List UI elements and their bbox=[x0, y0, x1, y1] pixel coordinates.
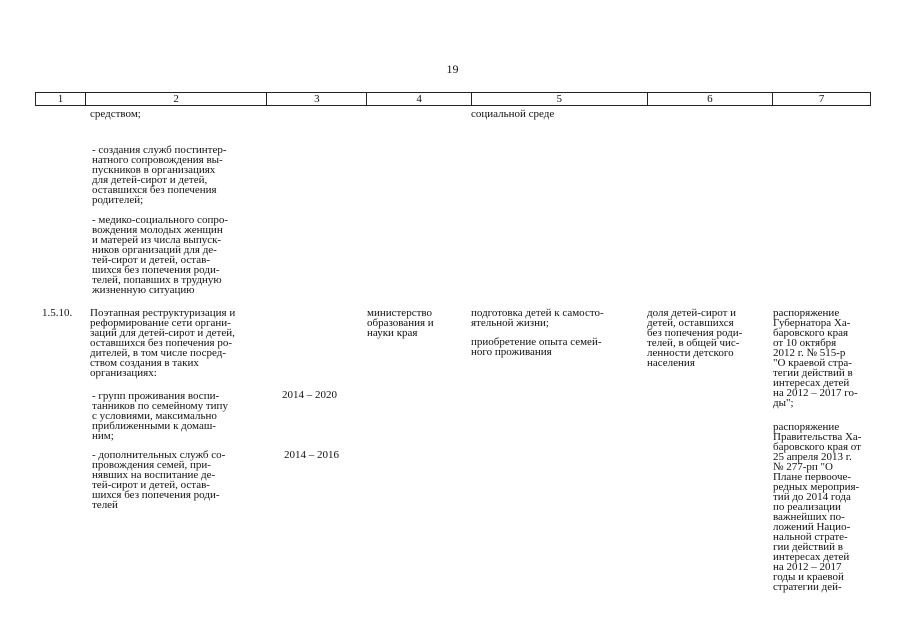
text-line: с условиями, максимально bbox=[92, 410, 217, 422]
text-line: пускников в организациях bbox=[92, 164, 216, 176]
text-line: без попечения роди- bbox=[647, 327, 743, 339]
period-2014-2020: 2014 – 2020 bbox=[282, 389, 337, 401]
text-line: распоряжение bbox=[773, 421, 840, 433]
text-line: доля детей-сирот и bbox=[647, 307, 737, 319]
text-line: по реализации bbox=[773, 501, 841, 513]
text-line: гии действий в bbox=[773, 541, 844, 553]
executor bbox=[367, 308, 434, 338]
text-line: танников по семейному типу bbox=[92, 400, 228, 412]
list-item bbox=[92, 145, 227, 205]
text-line: на 2012 – 2017 го- bbox=[773, 387, 858, 399]
text-line: нальной страте- bbox=[773, 531, 848, 543]
result-family-experience bbox=[471, 337, 602, 357]
text-line: 25 апреля 2013 г. bbox=[773, 451, 852, 463]
text-line: дителей, в том числе посред- bbox=[90, 347, 227, 359]
text-line: тий до 2014 года bbox=[773, 491, 851, 503]
legal-basis-government-order bbox=[773, 422, 861, 592]
text-line: детей, оставшихся bbox=[647, 317, 734, 329]
list-item bbox=[92, 215, 228, 295]
text-line: - дополнительных служб со- bbox=[92, 449, 226, 461]
header-col-1: 1 bbox=[36, 93, 86, 105]
text-line: баровского края bbox=[773, 327, 849, 339]
sub-measure-support-services bbox=[92, 450, 225, 510]
continued-text-col2: средством; bbox=[90, 108, 141, 120]
text-line: ного проживания bbox=[471, 346, 552, 358]
text-line: населения bbox=[647, 357, 695, 369]
text-line: шихся без попечения роди- bbox=[92, 264, 220, 276]
row-number: 1.5.10. bbox=[42, 307, 73, 319]
text-line: ленности детского bbox=[647, 347, 734, 359]
text-line: нявших на воспитание де- bbox=[92, 469, 216, 481]
text-line: ников организаций для де- bbox=[92, 244, 217, 256]
text-line: редных мероприя- bbox=[773, 481, 860, 493]
text-line: 2012 г. № 515-р bbox=[773, 347, 846, 359]
text-line: оставшихся без попечения ро- bbox=[90, 337, 233, 349]
indicator bbox=[647, 308, 742, 368]
text-line: образования и bbox=[367, 317, 434, 329]
text-line: жизненную ситуацию bbox=[92, 284, 195, 296]
header-col-4: 4 bbox=[367, 93, 472, 105]
table-header-row bbox=[35, 92, 871, 106]
text-line: - медико-социального сопро- bbox=[92, 214, 228, 226]
text-line: Правительства Ха- bbox=[773, 431, 862, 443]
text-line: ством создания в таких bbox=[90, 357, 199, 369]
legal-basis-governor-order bbox=[773, 308, 858, 408]
text-line: министерство bbox=[367, 307, 433, 319]
text-line: баровского края от bbox=[773, 441, 861, 453]
text-line: ятельной жизни; bbox=[471, 317, 549, 329]
text-line: подготовка детей к самосто- bbox=[471, 307, 604, 319]
text-line: годы и краевой bbox=[773, 571, 844, 583]
measure-title bbox=[90, 308, 235, 378]
text-line: от 10 октября bbox=[773, 337, 837, 349]
text-line: тей-сирот и детей, остав- bbox=[92, 254, 210, 266]
text-line: ды"; bbox=[773, 397, 794, 409]
header-col-3: 3 bbox=[267, 93, 367, 105]
text-line: для детей-сирот и детей, bbox=[92, 174, 208, 186]
sub-measure-group-homes bbox=[92, 391, 228, 441]
text-line: Поэтапная реструктуризация и bbox=[90, 307, 236, 319]
text-line: оставшихся без попечения bbox=[92, 184, 217, 196]
text-line: науки края bbox=[367, 327, 418, 339]
header-col-7: 7 bbox=[818, 93, 825, 105]
text-line: телей, попавших в трудную bbox=[92, 274, 222, 286]
text-line: "О краевой стра- bbox=[773, 357, 852, 369]
text-line: приближенными к домаш- bbox=[92, 420, 216, 432]
text-line: важнейших по- bbox=[773, 511, 845, 523]
text-line: натного сопровождения вы- bbox=[92, 154, 223, 166]
text-line: родителей; bbox=[92, 194, 144, 206]
continued-text-col5: социальной среде bbox=[471, 108, 555, 120]
text-line: стратегии дей- bbox=[773, 581, 842, 593]
text-line: телей, в общей чис- bbox=[647, 337, 740, 349]
text-line: тегии действий в bbox=[773, 367, 853, 379]
text-line: приобретение опыта семей- bbox=[471, 336, 602, 348]
text-line: - групп проживания воспи- bbox=[92, 390, 220, 402]
text-line: и матерей из числа выпуск- bbox=[92, 234, 222, 246]
text-line: - создания служб постинтер- bbox=[92, 144, 227, 156]
text-line: ложений Нацио- bbox=[773, 521, 851, 533]
text-line: организациях: bbox=[90, 367, 157, 379]
text-line: Губернатора Ха- bbox=[773, 317, 851, 329]
page-number: 19 bbox=[446, 62, 459, 76]
text-line: тей-сирот и детей, остав- bbox=[92, 479, 210, 491]
period-2014-2016: 2014 – 2016 bbox=[284, 449, 339, 461]
text-line: вождения молодых женщин bbox=[92, 224, 223, 236]
header-col-2: 2 bbox=[86, 93, 268, 105]
text-line: интересах детей bbox=[773, 377, 850, 389]
text-line: реформирование сети органи- bbox=[90, 317, 231, 329]
text-line: на 2012 – 2017 bbox=[773, 561, 842, 573]
text-line: Плане первооче- bbox=[773, 471, 852, 483]
text-line: заций для детей-сирот и детей, bbox=[90, 327, 235, 339]
text-line: интересах детей bbox=[773, 551, 850, 563]
text-line: провождения семей, при- bbox=[92, 459, 211, 471]
text-line: телей bbox=[92, 499, 118, 511]
text-line: № 277-рп "О bbox=[773, 461, 833, 473]
text-line: шихся без попечения роди- bbox=[92, 489, 220, 501]
header-col-5: 5 bbox=[472, 93, 648, 105]
text-line: ним; bbox=[92, 430, 114, 442]
result-preparation bbox=[471, 308, 604, 328]
header-col-6: 6 bbox=[648, 93, 774, 105]
text-line: распоряжение bbox=[773, 307, 840, 319]
